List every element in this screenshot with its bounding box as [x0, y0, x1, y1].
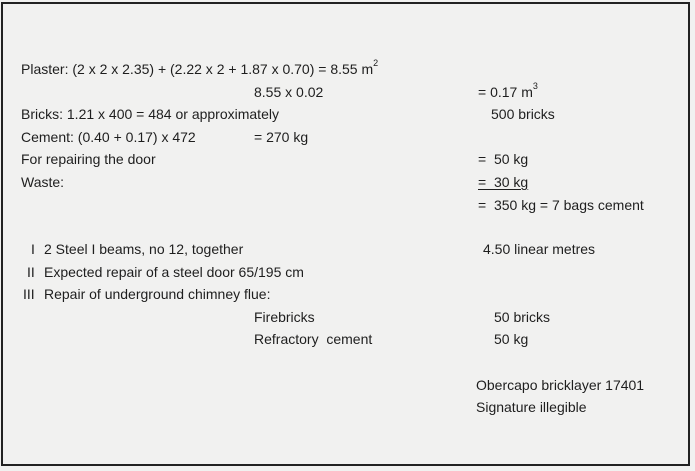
item-text: Repair of underground chimney flue: [44, 286, 271, 302]
plaster-second-calc: 8.55 x 0.02 [254, 84, 324, 100]
item-numeral: I [31, 241, 35, 257]
plaster-line [21, 58, 379, 77]
firebricks-label: Firebricks [254, 309, 315, 325]
waste-line: Waste: [21, 174, 65, 190]
plaster-result-value: = 0.17 m [478, 84, 533, 100]
bricks-result: 500 bricks [491, 106, 555, 122]
item-text: 2 Steel I beams, no 12, together [44, 241, 244, 257]
plaster-label: Plaster: (2 x 2 x 2.35) + (2.22 x 2 + 1.87 x 0.70) = 8.55 m [21, 61, 374, 77]
total-result: = 350 kg = 7 bags cement [478, 197, 644, 213]
plaster-result [478, 81, 538, 100]
item-value: 4.50 linear metres [483, 241, 596, 257]
item-numeral: III [23, 286, 35, 302]
signature-note: Signature illegible [476, 399, 587, 415]
refractory-cement-value: 50 kg [494, 331, 529, 347]
plaster-result-exponent: 3 [532, 81, 538, 91]
door-repair-line: For repairing the door [21, 151, 156, 167]
item-text: Expected repair of a steel door 65/195 cm [44, 264, 304, 280]
door-repair-result: = 50 kg [478, 151, 529, 167]
cement-equals: = 270 kg [254, 129, 309, 145]
bricks-line: Bricks: 1.21 x 400 = 484 or approximately [21, 106, 279, 122]
signature-role: Obercapo bricklayer 17401 [476, 377, 645, 393]
waste-result: = 30 kg [478, 174, 529, 190]
plaster-unit-exponent: 2 [373, 58, 379, 68]
firebricks-value: 50 bricks [494, 309, 551, 325]
item-numeral: II [27, 264, 35, 280]
refractory-cement-label: Refractory cement [254, 331, 373, 347]
cement-line: Cement: (0.40 + 0.17) x 472 [21, 129, 196, 145]
